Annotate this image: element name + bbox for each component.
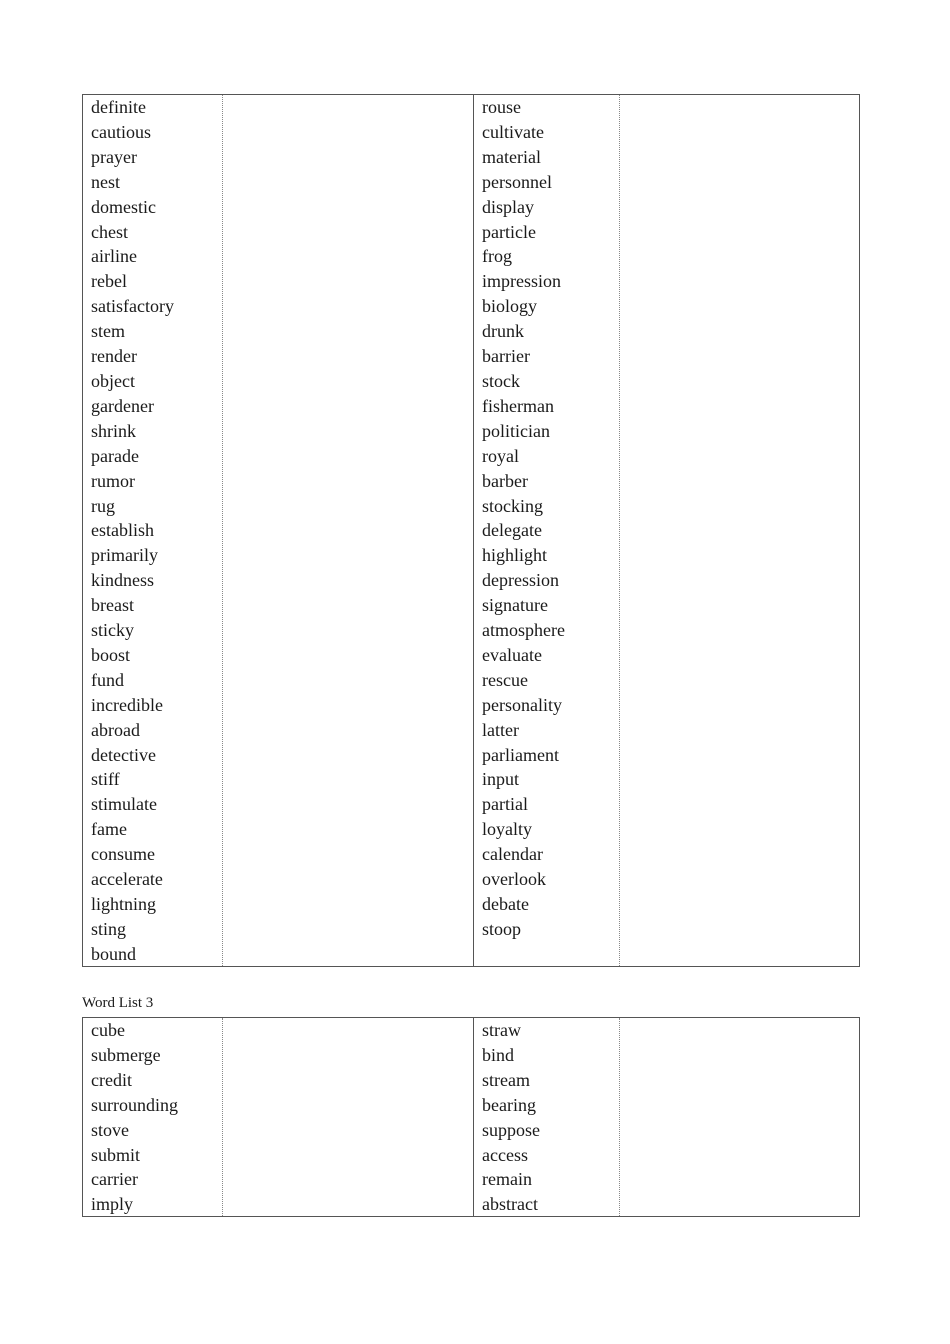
word-item: cube bbox=[91, 1020, 125, 1040]
word-item: breast bbox=[91, 595, 134, 616]
word-item: incredible bbox=[91, 694, 163, 715]
word-item: credit bbox=[91, 1069, 132, 1090]
word-item: fisherman bbox=[482, 395, 554, 416]
word-item: abstract bbox=[482, 1194, 538, 1215]
word-item: abroad bbox=[91, 719, 140, 740]
word-item: drunk bbox=[482, 321, 524, 342]
word-item: submit bbox=[91, 1144, 141, 1165]
word-item: domestic bbox=[91, 196, 156, 217]
word-item: display bbox=[482, 196, 534, 217]
word-item: prayer bbox=[91, 146, 137, 167]
word-item: signature bbox=[482, 595, 548, 616]
word-item: imply bbox=[91, 1194, 134, 1215]
word-item: carrier bbox=[91, 1169, 138, 1190]
right-answer-column bbox=[620, 1018, 859, 1216]
word-item: evaluate bbox=[482, 644, 542, 665]
word-item: rouse bbox=[482, 97, 521, 117]
word-item: cautious bbox=[91, 121, 151, 142]
word-table-2 bbox=[82, 1017, 860, 1217]
word-item: object bbox=[91, 370, 135, 391]
word-item: rug bbox=[91, 495, 115, 516]
word-item: access bbox=[482, 1144, 528, 1165]
right-word-column bbox=[474, 1018, 620, 1216]
word-item: stiff bbox=[91, 769, 120, 790]
word-item: stock bbox=[482, 370, 520, 391]
word-item: debate bbox=[482, 894, 529, 914]
word-item: stove bbox=[91, 1119, 129, 1140]
right-word-column bbox=[474, 95, 620, 966]
word-item: satisfactory bbox=[91, 296, 174, 317]
word-item: parliament bbox=[482, 744, 559, 765]
word-item: nest bbox=[91, 171, 120, 192]
word-item: definite bbox=[91, 97, 146, 117]
word-item: accelerate bbox=[91, 869, 163, 890]
word-item: personality bbox=[482, 694, 562, 715]
word-table-1 bbox=[82, 94, 860, 967]
word-item: bind bbox=[482, 1044, 515, 1065]
word-item: airline bbox=[91, 246, 137, 267]
word-item: consume bbox=[91, 844, 155, 865]
word-item: shrink bbox=[91, 420, 136, 441]
word-item: impression bbox=[482, 271, 561, 292]
left-word-column bbox=[83, 95, 223, 966]
word-item: suppose bbox=[482, 1119, 540, 1140]
word-item: fund bbox=[91, 669, 124, 690]
left-answer-column bbox=[223, 1018, 474, 1216]
word-item: highlight bbox=[482, 545, 548, 566]
word-item: stocking bbox=[482, 495, 543, 516]
word-item: lightning bbox=[91, 894, 157, 914]
word-item: bound bbox=[91, 943, 136, 964]
word-item: input bbox=[482, 769, 520, 790]
word-item: cultivate bbox=[482, 121, 544, 142]
word-item: parade bbox=[91, 445, 139, 466]
word-item: straw bbox=[482, 1020, 521, 1040]
word-item: boost bbox=[91, 644, 131, 665]
word-item: depression bbox=[482, 570, 559, 591]
word-item: atmosphere bbox=[482, 620, 565, 641]
word-item: stimulate bbox=[91, 794, 157, 815]
word-item: royal bbox=[482, 445, 519, 466]
word-item: submerge bbox=[91, 1044, 161, 1065]
word-item: partial bbox=[482, 794, 528, 815]
word-item: delegate bbox=[482, 520, 542, 541]
word-item: sting bbox=[91, 918, 127, 939]
word-item: barber bbox=[482, 470, 528, 491]
word-item: primarily bbox=[91, 545, 158, 566]
word-item: bearing bbox=[482, 1094, 536, 1115]
right-answer-column bbox=[620, 95, 859, 966]
word-item: establish bbox=[91, 520, 154, 541]
word-item: kindness bbox=[91, 570, 154, 591]
word-item: stream bbox=[482, 1069, 530, 1090]
word-item: calendar bbox=[482, 844, 543, 865]
word-item: latter bbox=[482, 719, 519, 740]
left-word-column bbox=[83, 1018, 223, 1216]
word-item: rumor bbox=[91, 470, 135, 491]
word-item: rebel bbox=[91, 271, 127, 292]
word-item: detective bbox=[91, 744, 156, 765]
word-item: particle bbox=[482, 221, 536, 242]
word-item: personnel bbox=[482, 171, 552, 192]
word-item: barrier bbox=[482, 346, 530, 367]
word-item: fame bbox=[91, 819, 127, 840]
word-item: gardener bbox=[91, 395, 154, 416]
word-item: frog bbox=[482, 246, 512, 267]
word-item: chest bbox=[91, 221, 128, 242]
word-item: remain bbox=[482, 1169, 532, 1190]
word-item: overlook bbox=[482, 869, 546, 890]
word-item: biology bbox=[482, 296, 538, 317]
word-list-3-title: Word List 3 bbox=[82, 995, 154, 1011]
word-item: material bbox=[482, 146, 541, 167]
word-item: sticky bbox=[91, 620, 134, 641]
word-item: surrounding bbox=[91, 1094, 178, 1115]
left-answer-column bbox=[223, 95, 474, 966]
word-item: politician bbox=[482, 420, 550, 441]
word-item: stem bbox=[91, 321, 125, 342]
word-item: render bbox=[91, 346, 137, 367]
word-item: stoop bbox=[482, 918, 522, 939]
word-item: rescue bbox=[482, 669, 528, 690]
word-item: loyalty bbox=[482, 819, 532, 840]
